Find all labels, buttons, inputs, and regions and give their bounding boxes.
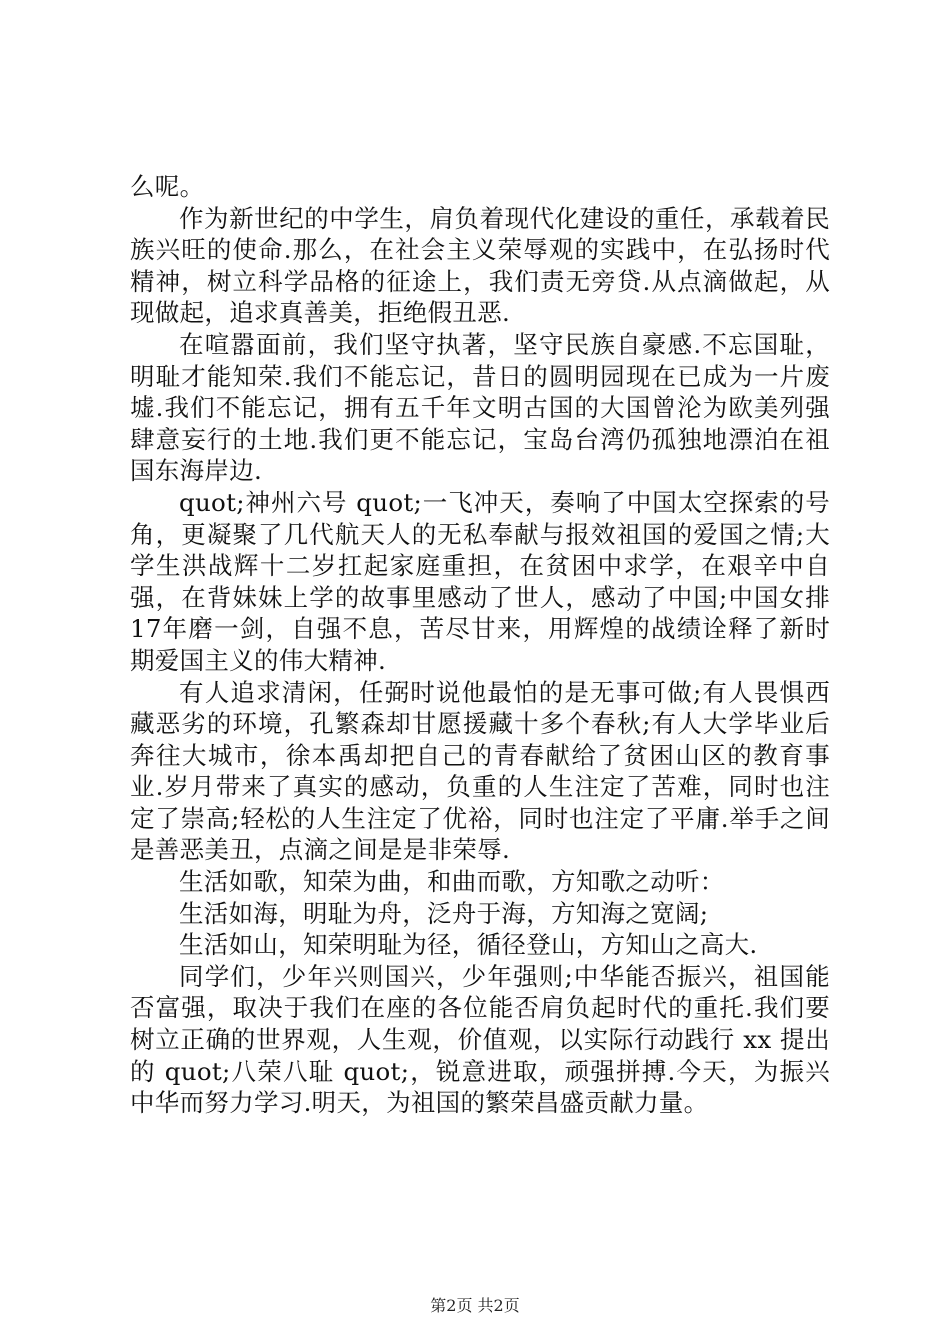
- paragraph-patriotic-examples: quot;神州六号 quot;一飞冲天，奏响了中国太空探索的号角，更凝聚了几代航天人的无私奉献与报效祖国的爱国之情;大学生洪战辉十二岁扛起家庭重担，在贫困中求学，在艰辛中自强，在背妹妹上学的故事里感动了世人，感动了中国;中国女排17年磨一剑，自强不息，苦尽甘来，用辉煌的战绩诠释了新时期爱国主义的伟大精神.: [130, 487, 830, 675]
- page-footer: 第2页 共2页: [430, 1296, 520, 1315]
- paragraph-life-choices: 有人追求清闲，任弼时说他最怕的是无事可做;有人畏惧西藏恶劣的环境，孔繁森却甘愿援藏十多个春秋;有人大学毕业后奔往大城市，徐本禹却把自己的青春献给了贫困山区的教育事业.岁月带来了真实的感动，负重的人生注定了苦难，同时也注定了崇高;轻松的人生注定了优裕，同时也注定了平庸.举手之间是善恶美丑，点滴之间是是非荣辱.: [130, 677, 830, 865]
- paragraph-mission: 作为新世纪的中学生，肩负着现代化建设的重任，承载着民族兴旺的使命.那么，在社会主义荣辱观的实践中，在弘扬时代精神，树立科学品格的征途上，我们责无旁贷.从点滴做起，从现做起，追求真善美，拒绝假丑恶.: [130, 203, 830, 328]
- paragraph-life-song: 生活如歌，知荣为曲，和曲而歌，方知歌之动听：: [179, 867, 725, 897]
- paragraph-conclusion: 同学们，少年兴则国兴，少年强则;中华能否振兴，祖国能否富强，取决于我们在座的各位能否肩负起时代的重托.我们要树立正确的世界观，人生观，价值观，以实际行动践行 xx 提出的 quot;八荣八耻 quot;，锐意进取，顽强拼搏.今天，为振兴中华而努力学习.明天，为祖国的繁荣昌盛贡献力量。: [130, 961, 830, 1118]
- paragraph-national-shame: 在喧嚣面前，我们坚守执著，坚守民族自豪感.不忘国耻，明耻才能知荣.我们不能忘记，昔日的圆明园现在已成为一片废墟.我们不能忘记，拥有五千年文明古国的大国曾沦为欧美列强肆意妄行的土地.我们更不能忘记，宝岛台湾仍孤独地漂泊在祖国东海岸边.: [130, 329, 830, 486]
- paragraph-life-mountain: 生活如山，知荣明耻为径，循径登山，方知山之高大.: [179, 930, 758, 960]
- document-body: [130, 171, 830, 1119]
- paragraph-life-sea: 生活如海，明耻为舟，泛舟于海，方知海之宽阔;: [179, 898, 709, 928]
- paragraph-continuation: 么呢。: [130, 172, 205, 201]
